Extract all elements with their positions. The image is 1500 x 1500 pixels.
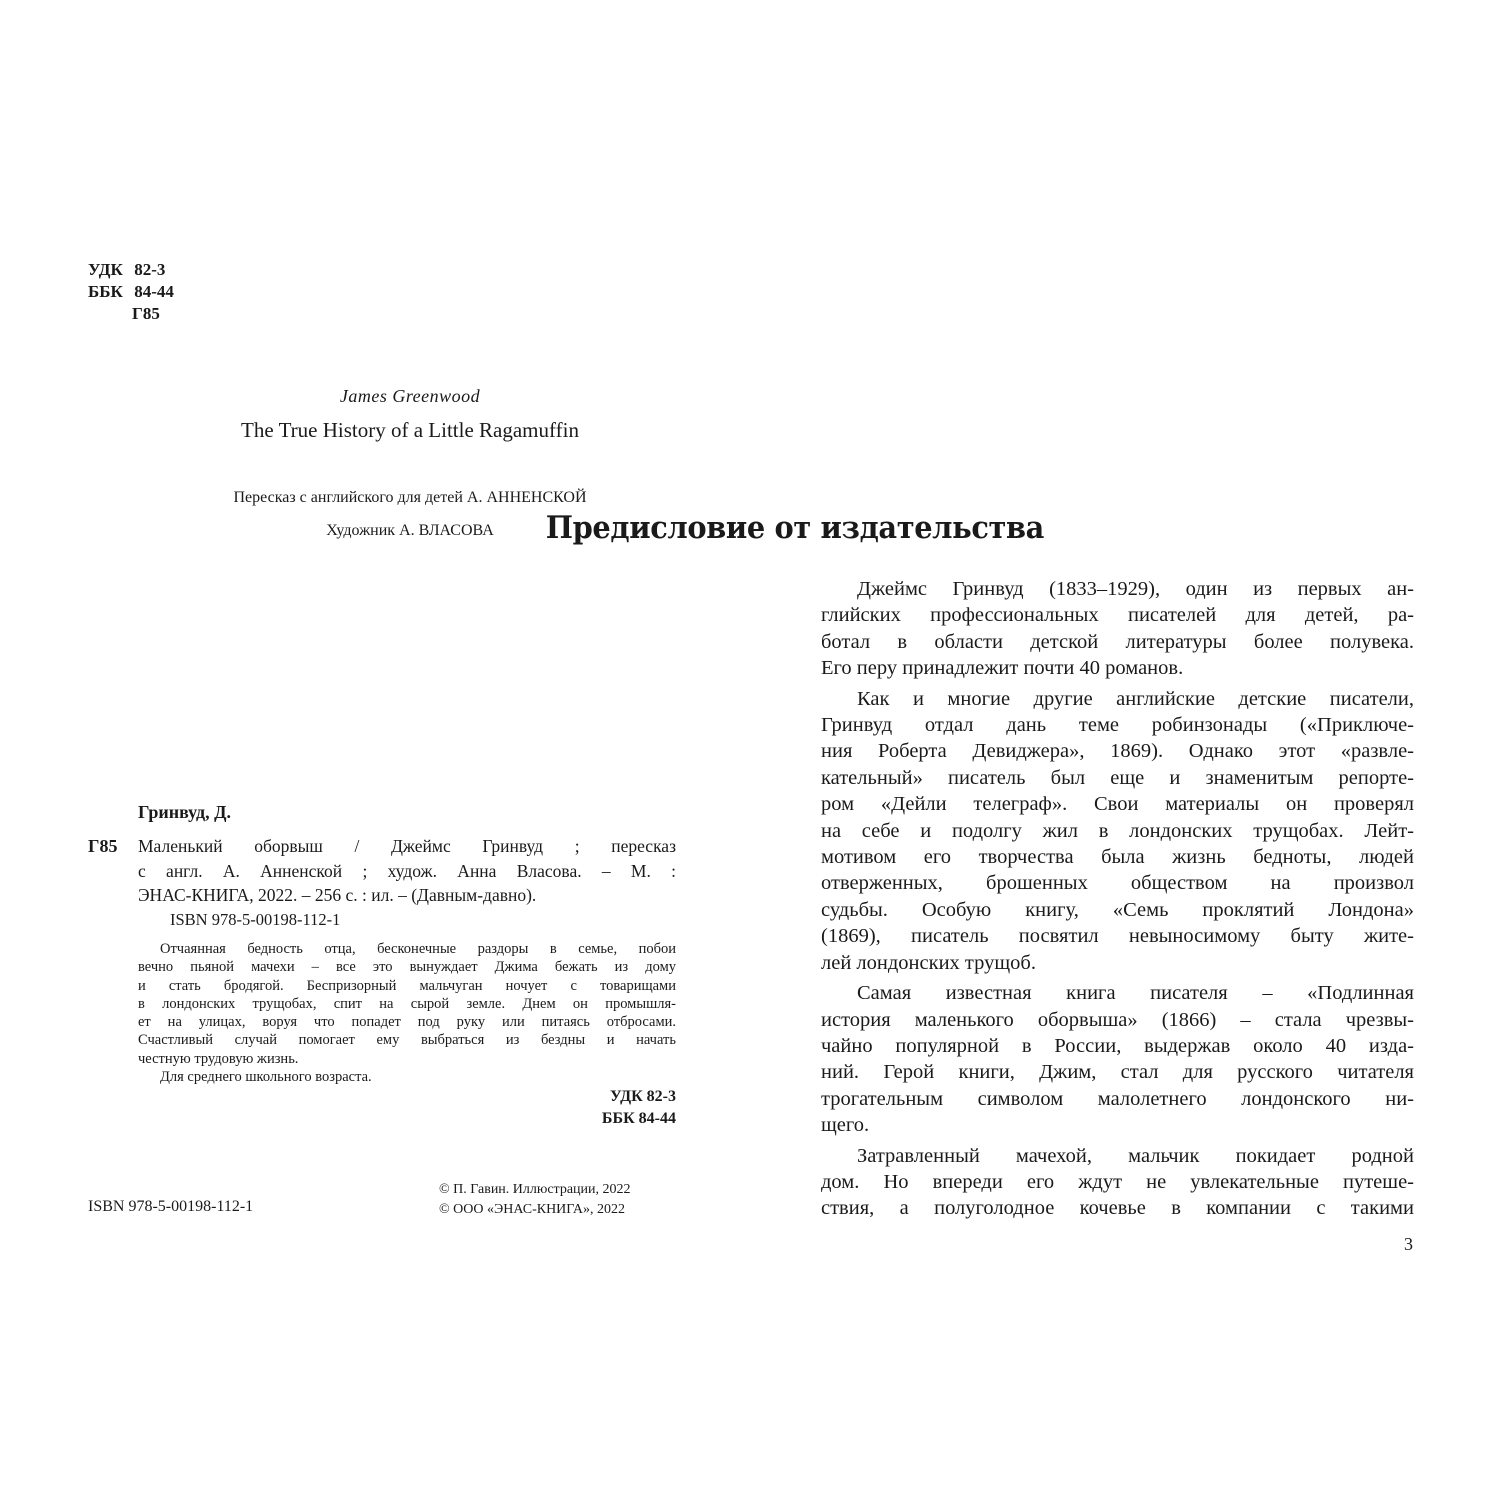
- card-code: Г85: [88, 836, 118, 856]
- card-bbk: ББК 84-44: [601, 1110, 676, 1127]
- text-line: дом. Но впереди его ждут не увлекательные путеше-: [821, 1170, 1414, 1193]
- text-line: ний. Герой книги, Джим, стал для русского читателя: [821, 1061, 1414, 1084]
- text-line: история маленького оборвыша» (1866) – стала чрезвы-: [821, 1008, 1414, 1031]
- text-line: на себе и подолгу жил в лондонских трущобах. Лейт-: [821, 819, 1414, 842]
- text-line: чайно популярной в России, выдержав около 40 изда-: [821, 1034, 1414, 1057]
- text-line: лей лондонских трущоб.: [821, 951, 1036, 974]
- text-line: щего.: [821, 1114, 870, 1137]
- text-line: ботал в области детской литературы более полувека.: [821, 630, 1414, 653]
- text-line: ния Роберта Девиджера», 1869). Однако этот «развле-: [821, 740, 1414, 763]
- text-line: (1869), писатель посвятил невыносимому быту жите-: [821, 925, 1414, 948]
- retelling-credit: Пересказ с английского для детей А. АННЕНСКОЙ: [233, 489, 587, 506]
- text-line: Гринвуд отдал дань теме робинзонады («Приключе-: [821, 714, 1414, 737]
- original-title: The True History of a Little Ragamuffin: [241, 418, 579, 442]
- page-title: Предисловие от издательства: [545, 510, 1045, 546]
- audience-note: Для среднего школьного возраста.: [160, 1069, 372, 1086]
- text-line: ром «Дейли телеграф». Свои материалы он проверял: [821, 793, 1414, 816]
- annotation-line: ет на улицах, воруя что попадет под руку или питаясь отбросами.: [138, 1014, 676, 1031]
- text-line: Самая известная книга писателя – «Подлинная: [857, 982, 1414, 1005]
- preface-text: [821, 576, 1414, 1226]
- text-line: Затравленный мачехой, мальчик покидает родной: [857, 1144, 1414, 1167]
- library-codes: [88, 259, 174, 325]
- annotation-line: честную трудовую жизнь.: [138, 1050, 299, 1067]
- card-annotation: [138, 940, 676, 1086]
- annotation-line: и стать бродягой. Беспризорный мальчуган ночует с товарищами: [138, 977, 676, 994]
- paragraph: [821, 980, 1414, 1138]
- text-line: Джеймс Гринвуд (1833–1929), один из первых ан-: [857, 578, 1414, 600]
- author-mark: Г85: [132, 304, 160, 323]
- bbk-code: ББК 84-44: [88, 282, 174, 301]
- original-author: James Greenwood: [339, 386, 481, 406]
- paragraph: [821, 576, 1414, 682]
- annotation-line: в лондонских трущобах, спит на сырой земле. Днем он промышля-: [138, 995, 676, 1012]
- copyright-block: [439, 1180, 631, 1220]
- card-classification: [602, 1086, 676, 1130]
- annotation-line: Счастливый случай помогает ему выбраться из бездны и начать: [138, 1032, 676, 1049]
- illustrator-credit: Художник А. ВЛАСОВА: [326, 522, 494, 539]
- paragraph: [821, 1143, 1414, 1222]
- card-description-line: ЭНАС-КНИГА, 2022. – 256 с. : ил. – (Давным-давно).: [138, 885, 537, 905]
- text-line: судьбы. Особую книгу, «Семь проклятий Лондона»: [821, 898, 1414, 921]
- page-number: 3: [1404, 1234, 1413, 1254]
- text-line: трогательным символом малолетнего лондонского ни-: [821, 1087, 1414, 1110]
- text-line: глийских профессиональных писателей для детей, ра-: [821, 604, 1414, 627]
- text-line: ствия, а полуголодное кочевье в компании с такими: [821, 1197, 1414, 1220]
- text-line: отверженных, брошенных обществом на произвол: [821, 872, 1414, 895]
- card-description-line: Маленький оборвыш / Джеймс Гринвуд ; пересказ: [138, 836, 676, 856]
- copyright-illustrations: © П. Гавин. Иллюстрации, 2022: [439, 1182, 631, 1197]
- card-isbn: ISBN 978-5-00198-112-1: [170, 910, 341, 929]
- text-line: мотивом его творчества была жизнь бедноты, людей: [821, 846, 1414, 869]
- card-description-line: с англ. А. Анненской ; худож. Анна Власова. – М. :: [138, 860, 676, 881]
- card-udk: УДК 82-3: [609, 1088, 676, 1105]
- paragraph: [821, 686, 1414, 976]
- text-line: кательный» писатель был еще и знаменитым репорте-: [821, 766, 1414, 789]
- copyright-publisher: © ООО «ЭНАС-КНИГА», 2022: [439, 1202, 625, 1217]
- card-description: [138, 834, 676, 908]
- card-author: Гринвуд, Д.: [138, 802, 232, 822]
- text-line: Его перу принадлежит почти 40 романов.: [821, 657, 1184, 680]
- text-line: Как и многие другие английские детские писатели,: [857, 687, 1414, 710]
- annotation-line: Отчаянная бедность отца, бесконечные раздоры в семье, побои: [160, 941, 676, 957]
- udk-code: УДК 82-3: [88, 260, 166, 279]
- isbn-bottom: ISBN 978-5-00198-112-1: [88, 1198, 254, 1215]
- annotation-line: вечно пьяной мачехи – все это вынуждает Джима бежать из дому: [138, 959, 676, 976]
